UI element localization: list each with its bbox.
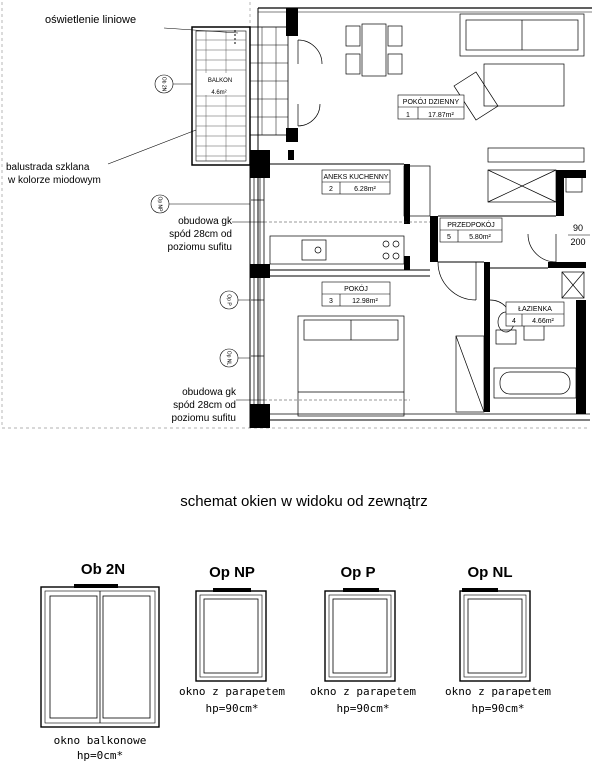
casing-label: obudowa gk: [182, 387, 236, 398]
window-tag: [220, 349, 238, 367]
walls: [250, 8, 592, 428]
railing-label: w kolorze miodowym: [8, 175, 101, 186]
window-code: Op P: [340, 564, 376, 581]
room-number: 1: [406, 112, 410, 119]
door-size: [568, 223, 590, 247]
room-label-hallway: [440, 218, 502, 242]
partitions: [270, 164, 556, 276]
room-number: 5: [447, 234, 451, 241]
room-name: ANEKS KUCHENNY: [323, 174, 389, 181]
window-sill-height: hp=0cm*: [76, 749, 124, 762]
window-op-np: [179, 564, 285, 715]
room-number: 3: [329, 298, 333, 305]
room-area: 4.66m²: [532, 318, 554, 325]
room-label-kitchen: [322, 170, 390, 194]
room-label-bedroom: [322, 282, 390, 306]
casing-label: poziomu sufitu: [167, 242, 232, 253]
balcony: [192, 27, 288, 165]
window-tag-label: Op NP: [156, 196, 163, 212]
room-name: ŁAZIENKA: [518, 306, 552, 313]
room-area: 17.87m²: [428, 112, 454, 119]
room-number: 4: [512, 318, 516, 325]
window-desc: okno balkonowe: [53, 734, 147, 747]
window-tag-label: Ob 2N: [160, 76, 167, 92]
window-tag-label: Op NL: [225, 350, 232, 366]
room-label-living: [398, 95, 464, 119]
room-number: 2: [329, 186, 333, 193]
window-sill-height: hp=90cm*: [336, 702, 390, 715]
balcony-name: BALKON: [207, 78, 233, 84]
window-sill-height: hp=90cm*: [471, 702, 525, 715]
gk-casing-lines: [264, 222, 430, 400]
casing-label: spód 28cm od: [169, 229, 232, 240]
window-op-p: [310, 564, 416, 715]
lighting-label: oświetlenie liniowe: [45, 14, 137, 26]
wall-posts: [250, 8, 586, 428]
window-op-nl: [445, 564, 551, 715]
room-name: PRZEDPOKÓJ: [447, 222, 495, 229]
window-tag: [151, 195, 169, 213]
window-code: Op NL: [467, 564, 513, 581]
room-area: 5.80m²: [469, 234, 491, 241]
casing-label: spód 28cm od: [173, 400, 236, 411]
window-tag-label: Op P: [225, 294, 232, 306]
railing-label: balustrada szklana: [6, 162, 90, 173]
room-name: POKÓJ: [344, 286, 368, 293]
furniture: [270, 14, 584, 416]
window-balcony-door: [41, 561, 159, 762]
window-desc: okno z parapetem: [445, 685, 551, 698]
door-height: 200: [570, 237, 586, 247]
schema-title: schemat okien w widoku od zewnątrz: [180, 493, 428, 510]
window-sill-height: hp=90cm*: [205, 702, 259, 715]
room-label-bathroom: [506, 302, 564, 326]
balcony-area: 4.6m²: [211, 90, 227, 96]
window-code: Op NP: [209, 564, 255, 581]
window-tag: [155, 75, 173, 93]
dashed-boundary: [2, 2, 590, 428]
casing-label: poziomu sufitu: [171, 413, 236, 424]
window-code: Ob 2N: [80, 561, 126, 578]
room-name: POKÓJ DZIENNY: [402, 99, 460, 106]
window-tag: [220, 291, 238, 309]
window-desc: okno z parapetem: [179, 685, 285, 698]
window-desc: okno z parapetem: [310, 685, 416, 698]
room-area: 6.28m²: [354, 186, 376, 193]
door-width: 90: [572, 223, 584, 233]
casing-label: obudowa gk: [178, 216, 232, 227]
room-area: 12.98m²: [352, 298, 378, 305]
